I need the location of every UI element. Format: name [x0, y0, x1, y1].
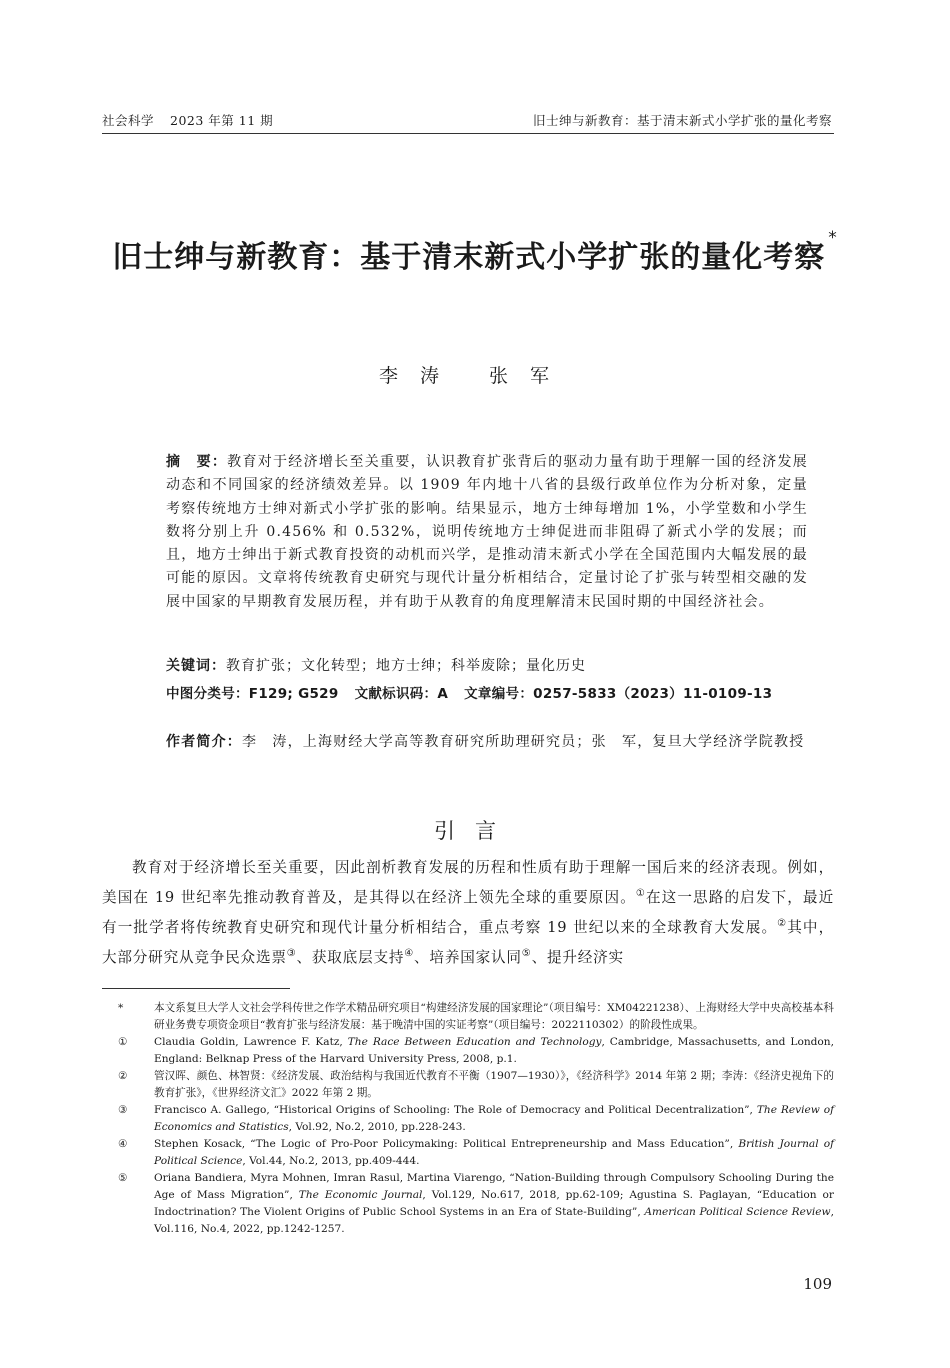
footnote-ref[interactable]: ②	[777, 917, 788, 929]
footnote-ref[interactable]: ⑤	[521, 947, 532, 959]
footnote-mark: ⑤	[118, 1172, 128, 1184]
footnote-mark: ③	[118, 1104, 128, 1116]
footnote-ref[interactable]: ④	[404, 947, 415, 959]
article-number: 文章编号：0257-5833（2023）11-0109-13	[464, 686, 773, 702]
footnote-text: Claudia Goldin, Lawrence F. Katz, The Race Between Education and Technology, Cambridge, Massachusetts, and London, England: Belknap Press of the Harvard University Press, 2008, p.1.	[154, 1036, 834, 1065]
classification-line	[166, 682, 772, 702]
footnote-3	[118, 1102, 834, 1136]
running-header-left	[102, 111, 273, 129]
author-bio-text: 李 涛，上海财经大学高等教育研究所助理研究员；张 军，复旦大学经济学院教授	[242, 734, 805, 750]
footnote-star	[118, 1000, 834, 1034]
footnote-mark: *	[118, 1002, 124, 1014]
footnote-mark: ②	[118, 1070, 128, 1082]
page-number: 109	[803, 1275, 832, 1293]
footnote-ref[interactable]: ③	[286, 947, 297, 959]
footnote-text: 本文系复旦大学人文社会学科传世之作学术精品研究项目“构建经济发展的国家理论”（项目编号：XM04221238）、上海财经大学中央高校基本科研业务费专项资金项目“教育扩张与经济发展：基于晚清中国的实证考察”（项目编号：2022110302）的阶段性成果。	[154, 1002, 834, 1031]
footnote-1	[118, 1034, 834, 1068]
clc-number: 中图分类号：F129; G529	[166, 686, 339, 702]
body-text: 其中，大部分研究从竞争民众选票	[102, 918, 835, 966]
article-title-text: 旧士绅与新教育：基于清末新式小学扩张的量化考察	[112, 240, 826, 275]
body-text: 教育对于经济增长至关重要，因此剖析教育发展的历程和性质有助于理解一国后来的经济表现。例如，美国在 19 世纪率先推动教育普及，是其得以在经济上领先全球的重要原因。	[102, 859, 834, 906]
author-names: 李涛 张军	[378, 365, 572, 387]
journal-issue: 2023 年第 11 期	[170, 113, 274, 128]
author-bio-label: 作者简介：	[166, 734, 242, 750]
footnotes	[118, 1000, 834, 1238]
footnote-text: Francisco A. Gallego, “Historical Origins of Schooling: The Role of Democracy and Political Decentralization”, The Review of Economics and Statistics, Vol.92, No.2, 2010, pp.228-243.	[154, 1104, 834, 1133]
body-text: 在这一思路的启发下，最近有一批学者将传统教育史研究和现代计量分析相结合，重点考察 19 世纪以来的全球教育大发展。	[102, 888, 835, 936]
abstract	[138, 451, 808, 614]
document-code: 文献标识码：A	[354, 686, 449, 702]
footnote-4	[118, 1136, 834, 1170]
body-paragraph	[102, 855, 834, 971]
body-text: 、培养国家认同	[414, 948, 522, 966]
keywords-text: 教育扩张；文化转型；地方士绅；科举废除；量化历史	[226, 658, 586, 674]
abstract-text: 教育对于经济增长至关重要，认识教育扩张背后的驱动力量有助于理解一国的经济发展动态和不同国家的经济绩效差异。以 1909 年内地十八省的县级行政单位作为分析对象，定量考察传统地方士绅对新式小学扩张的影响。结果显示，地方士绅每增加 1%，小学堂数和小学生数将分别上升 0.456% 和 0.532%，说明传统地方士绅促进而非阻碍了新式小学的发展；而且，地方士绅出于新式教育投资的动机而兴学，是推动清末新式小学在全国范围内大幅发展的最可能的原因。文章将传统教育史研究与现代计量分析相结合，定量讨论了扩张与转型相交融的发展中国家的早期教育发展历程，并有助于从教育的角度理解清末民国时期的中国经济社会。	[166, 454, 808, 610]
footnote-text: 管汉晖、颜色、林智贤：《经济发展、政治结构与我国近代教育不平衡（1907—1930）》，《经济科学》2014 年第 2 期；李涛：《经济史视角下的教育扩张》，《世界经济文汇》2022 年第 2 期。	[154, 1070, 834, 1099]
author-bio	[138, 730, 808, 755]
article-title	[0, 228, 950, 276]
footnote-ref[interactable]: ①	[635, 888, 646, 899]
footnote-rule	[102, 988, 290, 989]
footnote-text: Stephen Kosack, “The Logic of Pro-Poor Policymaking: Political Entrepreneurship and Mass Education”, British Journal of Political Science, Vol.44, No.2, 2013, pp.409-444.	[154, 1138, 834, 1167]
section-heading: 引言	[434, 819, 516, 843]
body-text: 、提升经济实	[531, 948, 624, 966]
footnote-mark: ④	[118, 1138, 128, 1150]
footnote-mark: ①	[118, 1036, 128, 1048]
header-rule	[102, 133, 834, 134]
footnote-2	[118, 1068, 834, 1102]
journal-name: 社会科学	[102, 113, 155, 128]
keywords	[166, 655, 586, 675]
keywords-label: 关键词：	[166, 658, 226, 674]
running-header-title: 旧士绅与新教育：基于清末新式小学扩张的量化考察	[532, 113, 832, 128]
footnote-text: Oriana Bandiera, Myra Mohnen, Imran Rasul, Martina Viarengo, “Nation-Building through Compulsory Schooling During the Age of Mass Migration”, The Economic Journal, Vol.129, No.617, 2018, pp.62-109; Agustina S. Paglayan, “Education or Indoctrination? The Violent Origins of Public School Systems in an Era of State-Building”, American Political Science Review, Vol.116, No.4, 2022, pp.1242-1257.	[154, 1172, 835, 1235]
title-footnote-mark: *	[828, 228, 838, 248]
abstract-label: 摘 要：	[166, 454, 228, 470]
body-text: 、获取底层支持	[296, 948, 405, 966]
footnote-5	[118, 1170, 834, 1238]
